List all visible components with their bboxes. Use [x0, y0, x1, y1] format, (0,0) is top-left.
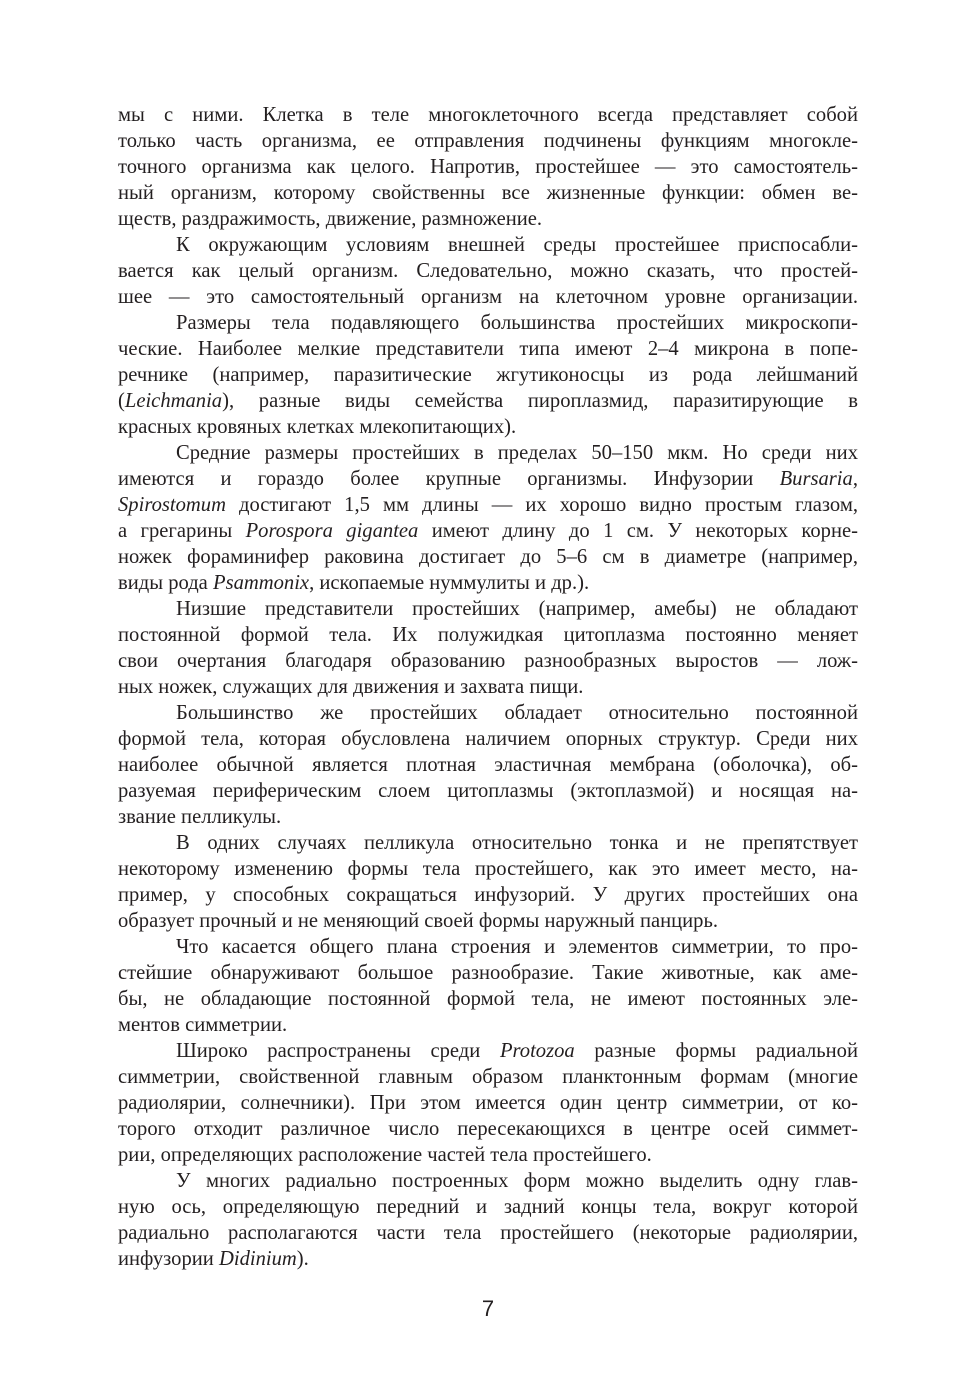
paragraph — [118, 102, 858, 232]
text-line: Низшие представители простейших (например, амебы) не обладают — [176, 598, 858, 620]
italic-term: Protozoa — [499, 1040, 575, 1062]
text-run: имеются и гораздо более крупные организмы. Инфузории — [118, 468, 780, 490]
text-line: образует прочный и не меняющий своей формы наружный панцирь. — [118, 910, 719, 932]
text-line — [118, 518, 858, 544]
text-line: только часть организма, ее отправления подчинены функциям многокле- — [118, 130, 858, 152]
text-line: красных кровяных клетках млекопитающих). — [118, 416, 517, 438]
italic-term: Psammonix — [212, 572, 310, 594]
text-line: вается как целый организм. Следовательно, можно сказать, что простей- — [118, 260, 858, 282]
italic-term: Bursaria — [779, 468, 853, 490]
paragraph — [118, 440, 858, 596]
text-line — [118, 388, 858, 414]
text-line: точного организма как целого. Напротив, простейшее — это самостоятель- — [118, 156, 858, 178]
text-line: свои очертания благодаря образованию разнообразных выростов — лож- — [118, 650, 858, 672]
text-run: достигают 1,5 мм длины — их хорошо видно простым глазом, — [225, 494, 858, 516]
text-line: речнике (например, паразитические жгутиконосцы из рода лейшманий — [118, 364, 858, 386]
text-line: Большинство же простейших обладает относительно постоянной — [176, 702, 858, 724]
text-run: виды рода — [118, 572, 213, 594]
italic-term: Didinium — [218, 1248, 297, 1270]
text-run: ( — [118, 390, 125, 412]
paragraph — [118, 700, 858, 830]
text-line: ную ось, определяющую передний и задний концы тела, вокруг которой — [118, 1196, 858, 1218]
text-line — [118, 492, 858, 518]
text-line: некоторому изменению формы тела простейшего, как это имеет место, на- — [118, 858, 858, 880]
text-run: , ископаемые нуммулиты и др.). — [309, 572, 590, 594]
paragraph — [118, 934, 858, 1038]
text-line: ножек фораминифер раковина достигает до 5–6 см в диаметре (например, — [118, 546, 858, 568]
text-line: К окружающим условиям внешней среды простейшее приспосабли- — [176, 234, 858, 256]
text-line: Что касается общего плана строения и элементов симметрии, то про- — [176, 936, 858, 958]
text-line: мы с ними. Клетка в теле многоклеточного всегда представляет собой — [118, 104, 858, 126]
text-run: инфузории — [118, 1248, 219, 1270]
paragraph — [118, 596, 858, 700]
text-run: , — [852, 468, 858, 490]
text-line — [118, 1038, 858, 1064]
text-line: стейшие обнаруживают большое разнообразие. Такие животные, как аме- — [118, 962, 858, 984]
text-line: разуемая периферическим слоем цитоплазмы (эктоплазмой) и носящая на- — [118, 780, 858, 802]
text-line — [118, 466, 858, 492]
italic-term: Spirostomum — [118, 494, 226, 516]
text-line: торого отходит различное число пересекающихся в центре осей симмет- — [118, 1118, 858, 1140]
italic-term: Porospora gigantea — [245, 520, 419, 542]
page-body — [118, 102, 858, 1272]
text-line: симметрии, свойственной главным образом планктонным формам (многие — [118, 1066, 858, 1088]
italic-term: Leichmania — [124, 390, 223, 412]
text-line: радиально располагаются части тела простейшего (некоторые радиолярии, — [118, 1222, 858, 1244]
text-line: шее — это самостоятельный организм на клеточном уровне организации. — [118, 286, 858, 308]
text-line: ных ножек, служащих для движения и захвата пищи. — [118, 676, 584, 698]
text-line: Средние размеры простейших в пределах 50–150 мкм. Но среди них — [176, 442, 858, 464]
text-line: наиболее обычной является плотная эластичная мембрана (оболочка), об- — [118, 754, 858, 776]
text-line: звание пелликулы. — [118, 806, 282, 828]
text-line: У многих радиально построенных форм можно выделить одну глав- — [176, 1170, 858, 1192]
paragraph — [118, 232, 858, 310]
text-run: ), разные виды семейства пироплазмид, паразитирующие в — [222, 390, 858, 412]
text-line — [118, 570, 858, 596]
text-run: разные формы радиальной — [574, 1040, 858, 1062]
text-line: ществ, раздражимость, движение, размножение. — [118, 208, 543, 230]
text-line: ческие. Наиболее мелкие представители типа имеют 2–4 микрона в попе- — [118, 338, 858, 360]
text-run: а грегарины — [118, 520, 246, 542]
paragraph — [118, 310, 858, 440]
text-line: ный организм, которому свойственны все жизненные функции: обмен ве- — [118, 182, 858, 204]
paragraph — [118, 1168, 858, 1272]
text-line: ментов симметрии. — [118, 1014, 288, 1036]
text-line: радиолярии, солнечники). При этом имеется один центр симметрии, от ко- — [118, 1092, 858, 1114]
paragraph — [118, 1038, 858, 1168]
text-line: Размеры тела подавляющего большинства простейших микроскопи- — [176, 312, 858, 334]
paragraph — [118, 830, 858, 934]
text-run: ). — [296, 1248, 309, 1270]
text-line: пример, у способных сокращаться инфузорий. У других простейших она — [118, 884, 858, 906]
text-run: имеют длину до 1 см. У некоторых корне- — [418, 520, 858, 542]
text-line: постоянной формой тела. Их полужидкая цитоплазма постоянно меняет — [118, 624, 858, 646]
text-line: В одних случаях пелликула относительно тонка и не препятствует — [176, 832, 858, 854]
text-line: формой тела, которая обусловлена наличием опорных структур. Среди них — [118, 728, 858, 750]
text-line: рии, определяющих расположение частей тела простейшего. — [118, 1144, 652, 1166]
text-run: Широко распространены среди — [176, 1040, 500, 1062]
text-line: бы, не обладающие постоянной формой тела, не имеют постоянных эле- — [118, 988, 858, 1010]
page-number: 7 — [481, 1296, 495, 1321]
text-line — [118, 1246, 858, 1272]
